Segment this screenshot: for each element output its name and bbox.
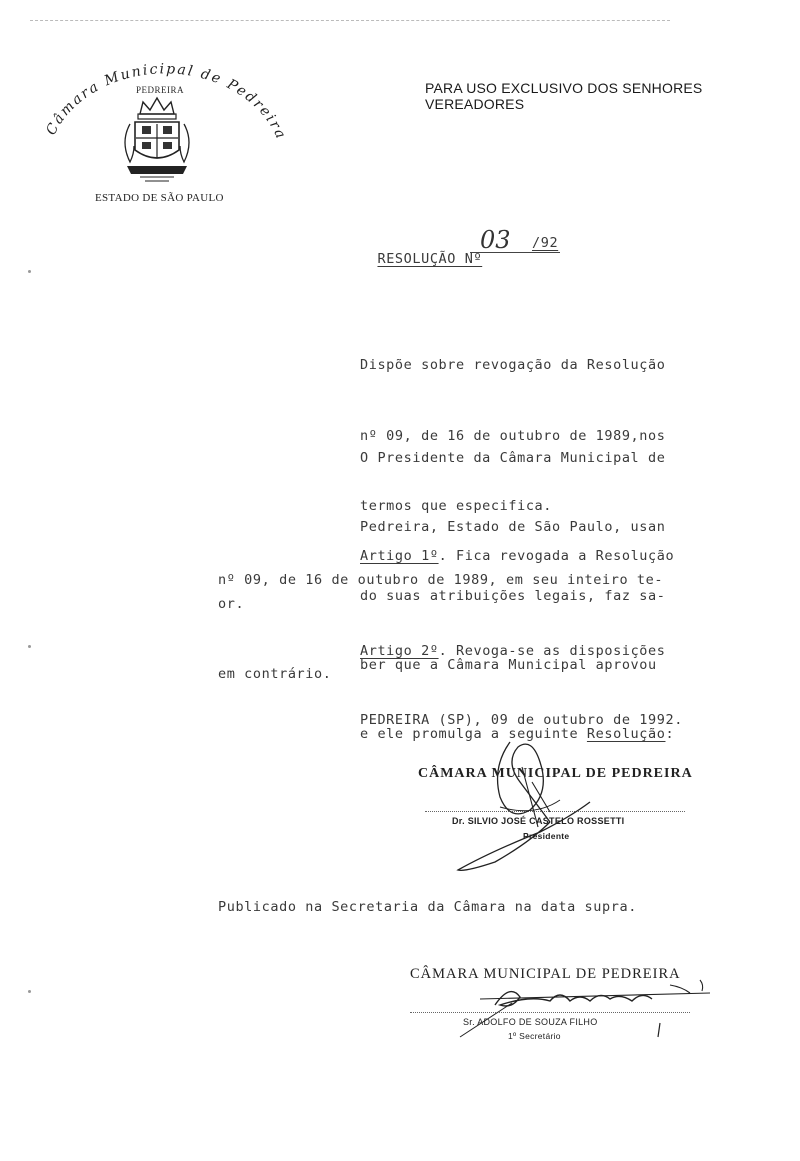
title-underline bbox=[470, 252, 560, 253]
scan-top-border bbox=[30, 20, 670, 21]
scan-mark bbox=[28, 645, 31, 648]
article1-line2: nº 09, de 16 de outubro de 1989, em seu inteiro te- bbox=[218, 572, 664, 588]
article2-line1 bbox=[360, 643, 665, 659]
summary-line: nº 09, de 16 de outubro de 1989,nos bbox=[360, 427, 666, 444]
preamble-line: Pedreira, Estado de São Paulo, usan bbox=[360, 519, 666, 535]
publication-note: Publicado na Secretaria da Câmara na data supra. bbox=[218, 899, 637, 915]
article2-text: . Revoga-se as disposições bbox=[438, 643, 666, 659]
article1-text: . Fica revogada a Resolução bbox=[438, 548, 675, 564]
article2-label: Artigo 2º bbox=[360, 643, 439, 659]
state-name: ESTADO DE SÃO PAULO bbox=[95, 192, 224, 204]
signature2-institution: CÂMARA MUNICIPAL DE PEDREIRA bbox=[410, 966, 681, 982]
seal-arc-text: Câmara Municipal de Pedreira bbox=[43, 62, 290, 143]
article1-line1 bbox=[360, 548, 674, 564]
preamble-last-prefix: e ele promulga a seguinte bbox=[360, 726, 587, 742]
summary-line: termos que especifica. bbox=[360, 498, 553, 514]
preamble-resolution-word: Resolução bbox=[586, 726, 666, 742]
summary-line: Dispõe sobre revogação da Resolução bbox=[360, 357, 666, 373]
preamble-line: do suas atribuições legais, faz sa- bbox=[360, 588, 666, 604]
article1-line3: or. bbox=[218, 596, 245, 612]
seal-banner-text: PEDREIRA bbox=[135, 85, 184, 95]
resolution-title bbox=[360, 235, 482, 267]
signature2-handwritten bbox=[420, 975, 720, 1040]
municipal-coat-of-arms-icon bbox=[30, 62, 290, 192]
municipal-seal bbox=[30, 62, 290, 192]
preamble-colon: : bbox=[665, 726, 675, 742]
signature1-name: Dr. SILVIO JOSÉ CASTELO ROSSETTI bbox=[452, 816, 625, 826]
resolution-number: 03 bbox=[480, 226, 511, 254]
preamble-line: ber que a Câmara Municipal aprovou bbox=[360, 657, 657, 673]
signature1-handwritten bbox=[440, 722, 660, 877]
signature2-name: Sr. ADOLFO DE SOUZA FILHO bbox=[463, 1017, 598, 1027]
scan-mark bbox=[28, 990, 31, 993]
preamble-line: O Presidente da Câmara Municipal de bbox=[360, 450, 666, 466]
resolution-year: /92 bbox=[532, 235, 559, 251]
exclusive-use-note: PARA USO EXCLUSIVO DOS SENHORES VEREADORES bbox=[425, 80, 703, 112]
signature1-role: Presidente bbox=[523, 831, 570, 841]
place-date: PEDREIRA (SP), 09 de outubro de 1992. bbox=[360, 712, 683, 728]
scan-mark bbox=[28, 270, 31, 273]
signature2-role: 1º Secretário bbox=[508, 1031, 561, 1041]
article1-label: Artigo 1º bbox=[360, 548, 439, 564]
signature1-institution: CÂMARA MUNICIPAL DE PEDREIRA bbox=[418, 766, 693, 781]
article2-line2: em contrário. bbox=[218, 666, 332, 682]
resolution-label: RESOLUÇÃO Nº bbox=[377, 251, 483, 267]
